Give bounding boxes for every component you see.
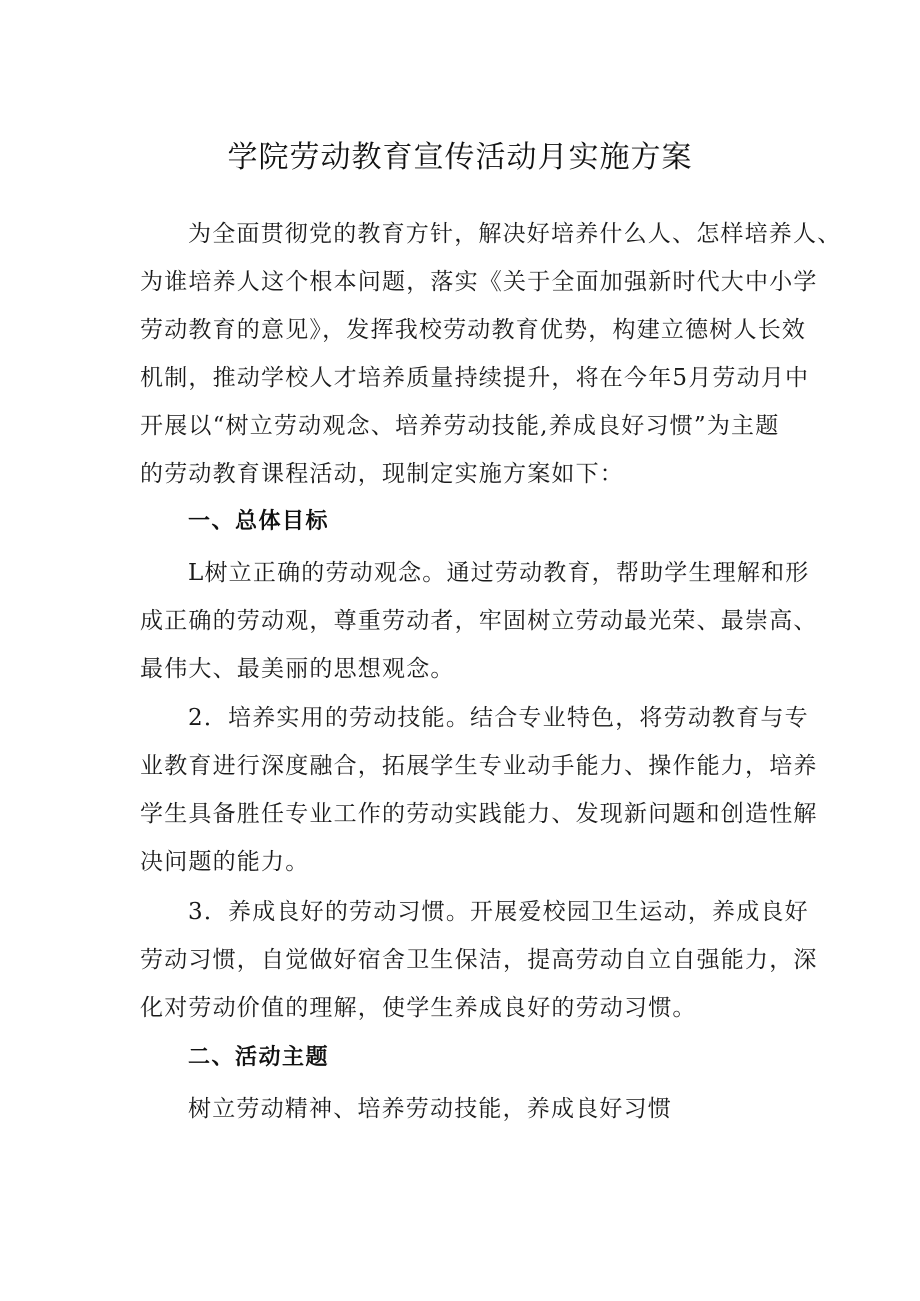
document-title: 学院劳动教育宣传活动月实施方案 [227, 140, 693, 175]
goal-line: 2．培养实用的劳动技能。结合专业特色，将劳动教育与专 [188, 705, 809, 731]
section-heading-overall-goals: 一、总体目标 [188, 509, 330, 534]
intro-line: 开展以“树立劳动观念、培养劳动技能,养成良好习惯”为主题 [140, 413, 780, 439]
intro-line: 为谁培养人这个根本问题，落实《关于全面加强新时代大中小学 [140, 269, 818, 295]
intro-line: 机制，推动学校人才培养质量持续提升，将在今年5月劳动月中 [140, 365, 810, 391]
goal-line: 化对劳动价值的理解，使学生养成良好的劳动习惯。 [140, 995, 697, 1021]
intro-line: 为全面贯彻党的教育方针，解决好培养什么人、怎样培养人、 [188, 221, 842, 247]
goal-line: 成正确的劳动观，尊重劳动者，牢固树立劳动最光荣、最崇高、 [140, 608, 818, 634]
intro-line: 劳动教育的意见》，发挥我校劳动教育优势，构建立德树人长效 [140, 317, 807, 343]
goal-line: 学生具备胜任专业工作的劳动实践能力、发现新问题和创造性解 [140, 801, 818, 827]
goal-line: 3．养成良好的劳动习惯。开展爱校园卫生运动，养成良好 [188, 899, 809, 925]
intro-line: 的劳动教育课程活动，现制定实施方案如下： [140, 461, 624, 487]
theme-line: 树立劳动精神、培养劳动技能，养成良好习惯 [188, 1096, 672, 1122]
goal-line: L树立正确的劳动观念。通过劳动教育，帮助学生理解和形 [188, 560, 810, 586]
section-heading-activity-theme: 二、活动主题 [188, 1045, 330, 1070]
goal-line: 最伟大、最美丽的思想观念。 [140, 656, 455, 682]
goal-line: 业教育进行深度融合，拓展学生专业动手能力、操作能力，培养 [140, 753, 818, 779]
goal-line: 劳动习惯，自觉做好宿舍卫生保洁，提高劳动自立自强能力，深 [140, 947, 818, 973]
goal-line: 决问题的能力。 [140, 849, 310, 875]
